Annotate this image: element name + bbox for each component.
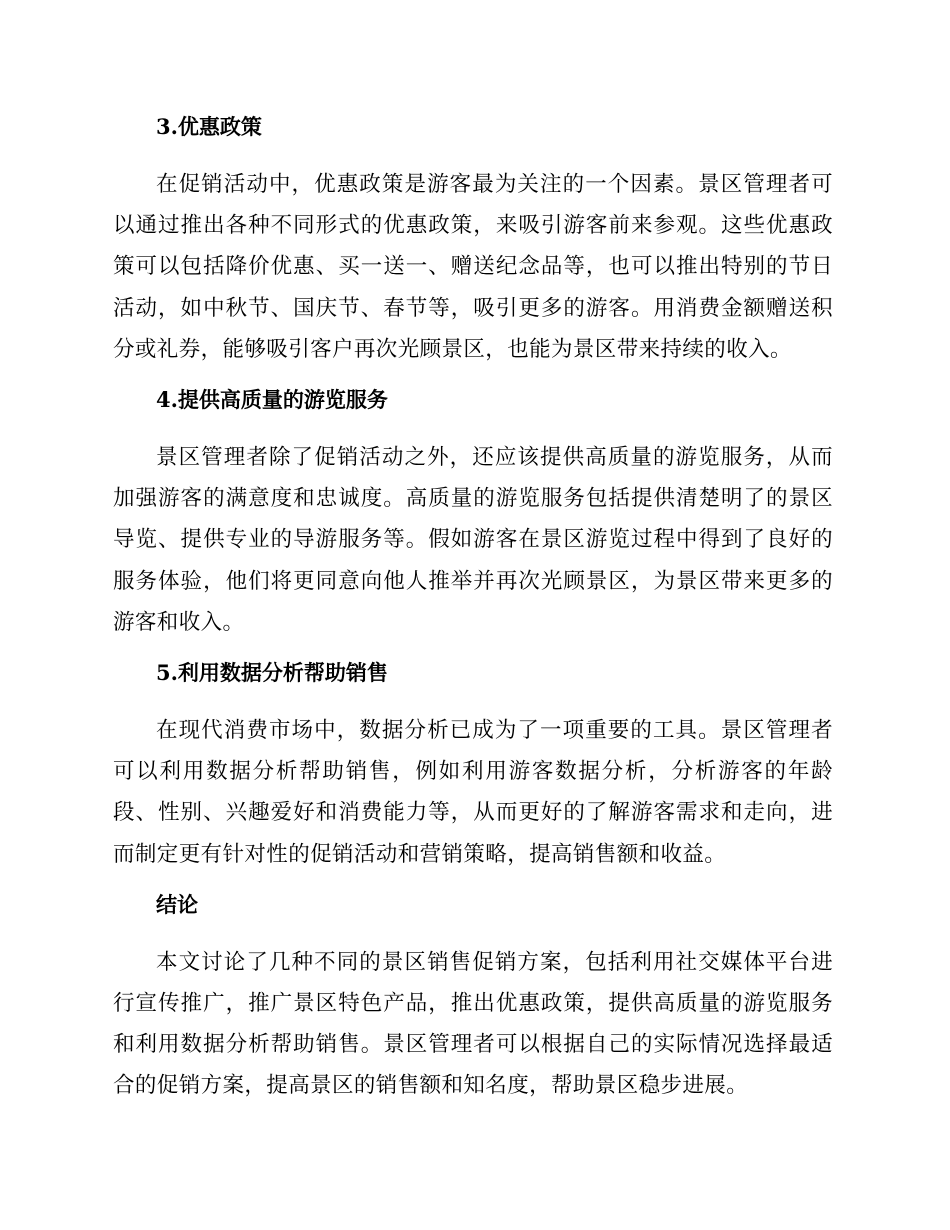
section-paragraph-conclusion: 本文讨论了几种不同的景区销售促销方案，包括利用社交媒体平台进行宣传推广，推广景区特色产品，推出优惠政策，提供高质量的游览服务和利用数据分析帮助销售。景区管理者可以根据自己的实际情况选择最适合的促销方案，提高景区的销售额和知名度，帮助景区稳步进展。 bbox=[113, 949, 833, 1099]
section-heading-discount-policy: 3.优惠政策 bbox=[156, 114, 262, 139]
section-paragraph-discount-policy: 在促销活动中，优惠政策是游客最为关注的一个因素。景区管理者可以通过推出各种不同形式的优惠政策，来吸引游客前来参观。这些优惠政策可以包括降价优惠、买一送一、赠送纪念品等，也可以推出特别的节日活动，如中秋节、国庆节、春节等，吸引更多的游客。用消费金额赠送积分或礼券，能够吸引客户再次光顾景区，也能为景区带来持续的收入。 bbox=[113, 172, 833, 362]
document-body bbox=[113, 107, 833, 1107]
section-heading-quality-service: 4.提供高质量的游览服务 bbox=[156, 387, 388, 413]
section-paragraph-data-analysis: 在现代消费市场中，数据分析已成为了一项重要的工具。景区管理者可以利用数据分析帮助销售，例如利用游客数据分析，分析游客的年龄段、性别、兴趣爱好和消费能力等，从而更好的了解游客需求和走向，进而制定更有针对性的促销活动和营销策略，提高销售额和收益。 bbox=[113, 718, 833, 867]
section-heading-conclusion: 结论 bbox=[156, 891, 198, 917]
spacer bbox=[113, 693, 833, 710]
spacer bbox=[113, 875, 833, 885]
spacer bbox=[113, 925, 833, 942]
spacer bbox=[113, 420, 833, 437]
section-paragraph-quality-service: 景区管理者除了促销活动之外，还应该提供高质量的游览服务，从而加强游客的满意度和忠诚度。高质量的游览服务包括提供清楚明了的景区导览、提供专业的导游服务等。假如游客在景区游览过程中得到了良好的服务体验，他们将更同意向他人推举并再次光顾景区，为景区带来更多的游客和收入。 bbox=[113, 445, 833, 635]
spacer bbox=[113, 147, 833, 164]
spacer bbox=[113, 370, 833, 380]
section-heading-data-analysis: 5.利用数据分析帮助销售 bbox=[156, 660, 388, 686]
spacer bbox=[113, 643, 833, 653]
